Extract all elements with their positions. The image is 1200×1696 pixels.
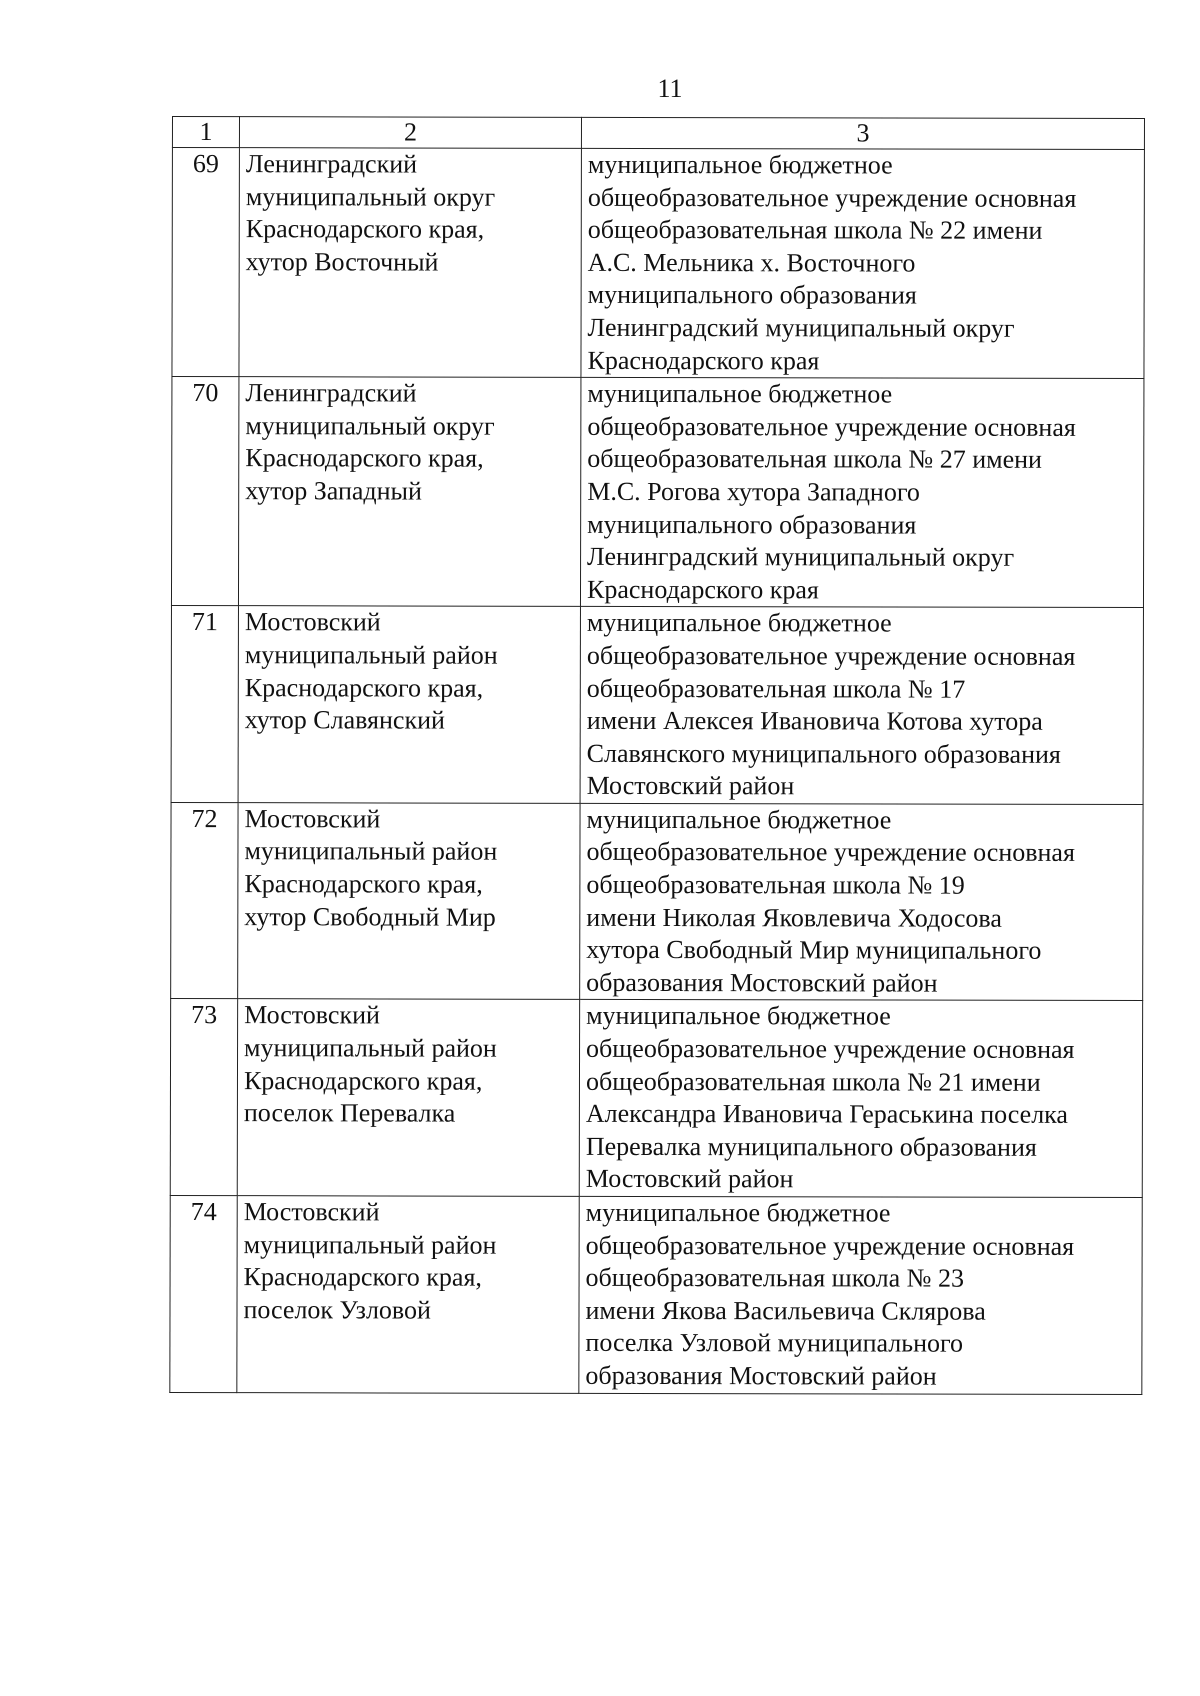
institution-line: хутора Свободный Мир муниципального	[586, 935, 1042, 966]
territory-line: Мостовский	[244, 607, 381, 637]
table-header-row	[172, 117, 1144, 150]
territory-line: муниципальный район	[244, 836, 498, 867]
territory-cell	[237, 1196, 579, 1393]
institution-line: имени Алексея Ивановича Котова хутора	[586, 705, 1043, 736]
institution-line: Ленинградский муниципальный округ	[587, 312, 1015, 343]
territory-line: муниципальный район	[243, 1229, 497, 1260]
institution-line: общеобразовательная школа № 21 имени	[585, 1066, 1041, 1097]
institution-cell	[579, 1000, 1142, 1198]
territory-line: Мостовский	[243, 1197, 380, 1227]
row-number: 72	[171, 802, 238, 999]
table-row	[171, 802, 1143, 1001]
institution-cell	[580, 607, 1143, 805]
institution-line: муниципальное бюджетное	[587, 149, 893, 180]
territory-line: хутор Славянский	[244, 705, 445, 735]
institution-line: имени Николая Яковлевича Ходосова	[586, 902, 1002, 933]
territory-cell	[238, 377, 580, 607]
territory-line: хутор Свободный Мир	[244, 901, 496, 932]
institution-line: муниципальное бюджетное	[586, 1001, 891, 1031]
territory-cell	[238, 606, 580, 803]
institution-line: муниципальное бюджетное	[587, 379, 893, 409]
institution-line: общеобразовательная школа № 19	[586, 869, 965, 900]
column-header-institution: 3	[581, 117, 1144, 149]
institution-line: общеобразовательная школа № 27 имени	[587, 444, 1042, 475]
institution-cell	[580, 803, 1143, 1001]
territory-cell	[237, 999, 579, 1196]
institution-line: образования Мостовский район	[585, 1360, 937, 1391]
institution-line: Ленинградский муниципальный округ	[587, 541, 1015, 572]
territory-cell	[239, 148, 581, 378]
institution-line: общеобразовательное учреждение основная	[585, 1230, 1075, 1261]
row-number: 69	[172, 148, 239, 377]
institution-line: муниципальное бюджетное	[585, 1197, 891, 1228]
institution-cell	[581, 148, 1144, 378]
territory-line: Ленинградский	[245, 378, 417, 408]
institution-line: муниципального образования	[587, 509, 917, 540]
territory-line: муниципальный район	[244, 640, 498, 670]
territory-line: поселок Узловой	[243, 1294, 431, 1325]
territory-line: Краснодарского края,	[244, 672, 484, 703]
territory-line: Мостовский	[244, 1000, 380, 1030]
row-number: 74	[170, 1195, 237, 1392]
territory-line: Мостовский	[244, 804, 381, 834]
institution-line: общеобразовательная школа № 17	[586, 673, 966, 704]
territory-line: Краснодарского края,	[243, 1262, 482, 1292]
institution-line: общеобразовательная школа № 23	[585, 1263, 965, 1293]
institution-line: общеобразовательная школа № 22 имени	[587, 215, 1043, 246]
table-row	[171, 606, 1143, 805]
column-header-territory: 2	[239, 117, 581, 149]
territory-line: Ленинградский	[245, 149, 418, 179]
institution-line: муниципальное бюджетное	[586, 804, 892, 835]
institution-line: общеобразовательное учреждение основная	[586, 640, 1076, 671]
institution-line: Мостовский район	[586, 771, 795, 801]
territory-line: поселок Перевалка	[243, 1098, 456, 1128]
institution-line: общеобразовательное учреждение основная	[587, 411, 1076, 442]
institution-line: Мостовский район	[585, 1164, 794, 1194]
table-row	[172, 148, 1144, 379]
row-number: 73	[170, 999, 237, 1196]
institution-line: Перевалка муниципального образования	[585, 1131, 1037, 1162]
page-number: 11	[657, 74, 683, 103]
schools-table	[169, 116, 1145, 1395]
territory-line: хутор Западный	[245, 476, 422, 506]
institution-line: Краснодарского края	[587, 345, 820, 375]
institution-line: общеобразовательное учреждение основная	[586, 837, 1075, 868]
institution-line: поселка Узловой муниципального	[585, 1328, 964, 1359]
institution-cell	[579, 1196, 1142, 1394]
institution-line: муниципальное бюджетное	[586, 608, 892, 638]
table-row	[170, 999, 1142, 1198]
institution-line: общеобразовательное учреждение основная	[587, 182, 1077, 213]
institution-line: А.С. Мельника х. Восточного	[587, 247, 916, 278]
row-number: 71	[171, 606, 238, 803]
territory-line: муниципальный округ	[245, 181, 496, 212]
institution-line: общеобразовательное учреждение основная	[586, 1033, 1075, 1064]
table-body	[170, 148, 1145, 1395]
institution-line: Александра Ивановича Гераськина поселка	[585, 1099, 1069, 1130]
institution-line: Славянского муниципального образования	[586, 738, 1061, 769]
table-row	[171, 377, 1143, 608]
row-number: 70	[171, 377, 238, 606]
institution-line: имени Якова Васильевича Склярова	[585, 1295, 986, 1326]
territory-line: Краснодарского края,	[245, 214, 485, 244]
territory-line: хутор Восточный	[245, 246, 439, 277]
territory-cell	[238, 803, 580, 1000]
territory-line: Краснодарского края,	[244, 869, 483, 899]
territory-line: Краснодарского края,	[243, 1065, 483, 1096]
table-row	[170, 1195, 1142, 1394]
institution-cell	[580, 378, 1143, 608]
institution-line: М.С. Рогова хутора Западного	[587, 476, 920, 507]
territory-line: муниципальный округ	[245, 410, 495, 441]
column-header-number: 1	[172, 117, 239, 148]
territory-line: муниципальный район	[244, 1033, 497, 1063]
institution-line: муниципального образования	[587, 280, 917, 310]
institution-line: образования Мостовский район	[586, 967, 938, 998]
territory-line: Краснодарского края,	[245, 443, 484, 473]
institution-line: Краснодарского края	[586, 574, 819, 605]
